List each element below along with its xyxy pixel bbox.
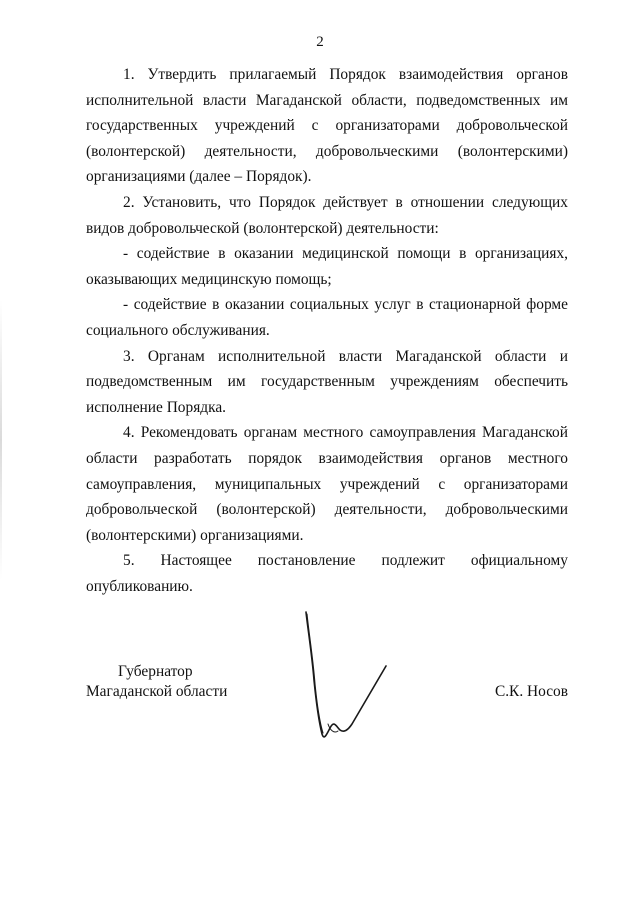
paragraph-2-item-1: - содействие в оказании медицинской помощи в организациях, оказывающих медицинскую помощь; xyxy=(86,245,568,288)
paragraph-1: 1. Утвердить прилагаемый Порядок взаимодействия органов исполнительной власти Магаданской области, подведомственных им государственных учреждений с организаторами добровольческой (волонтерской) деятельности, добровольческими (волонтерскими) организациями (далее – Порядок). xyxy=(86,66,568,186)
paragraph-2-item-2: - содействие в оказании социальных услуг в стационарной форме социального обслуживания. xyxy=(86,296,568,339)
signatory-name: С.К. Носов xyxy=(494,683,568,700)
paragraph-2: 2. Установить, что Порядок действует в отношении следующих видов добровольческой (волонтерской) деятельности: xyxy=(86,193,568,237)
paragraph-3: 3. Органам исполнительной власти Магаданской области и подведомственным им государственным учреждениям обеспечить исполнение Порядка. xyxy=(86,347,568,416)
paragraph-4: 4. Рекомендовать органам местного самоуправления Магаданской области разработать порядок взаимодействия органов местного самоуправления, муниципальных учреждений с организаторами добровольческой (волонтерской) деятельности, добровольческими (волонтерскими) организациями. xyxy=(86,424,568,544)
paragraph-5: 5. Настоящее постановление подлежит официальному опубликованию. xyxy=(86,552,568,595)
page-number: 2 xyxy=(316,34,324,50)
scan-edge-shadow xyxy=(0,300,2,580)
signatory-position xyxy=(86,662,227,702)
signatory-position-line-2: Магаданской области xyxy=(86,683,228,700)
handwritten-signature xyxy=(290,600,400,750)
signatory-position-line-1: Губернатор xyxy=(118,663,193,680)
document-body xyxy=(86,62,568,599)
